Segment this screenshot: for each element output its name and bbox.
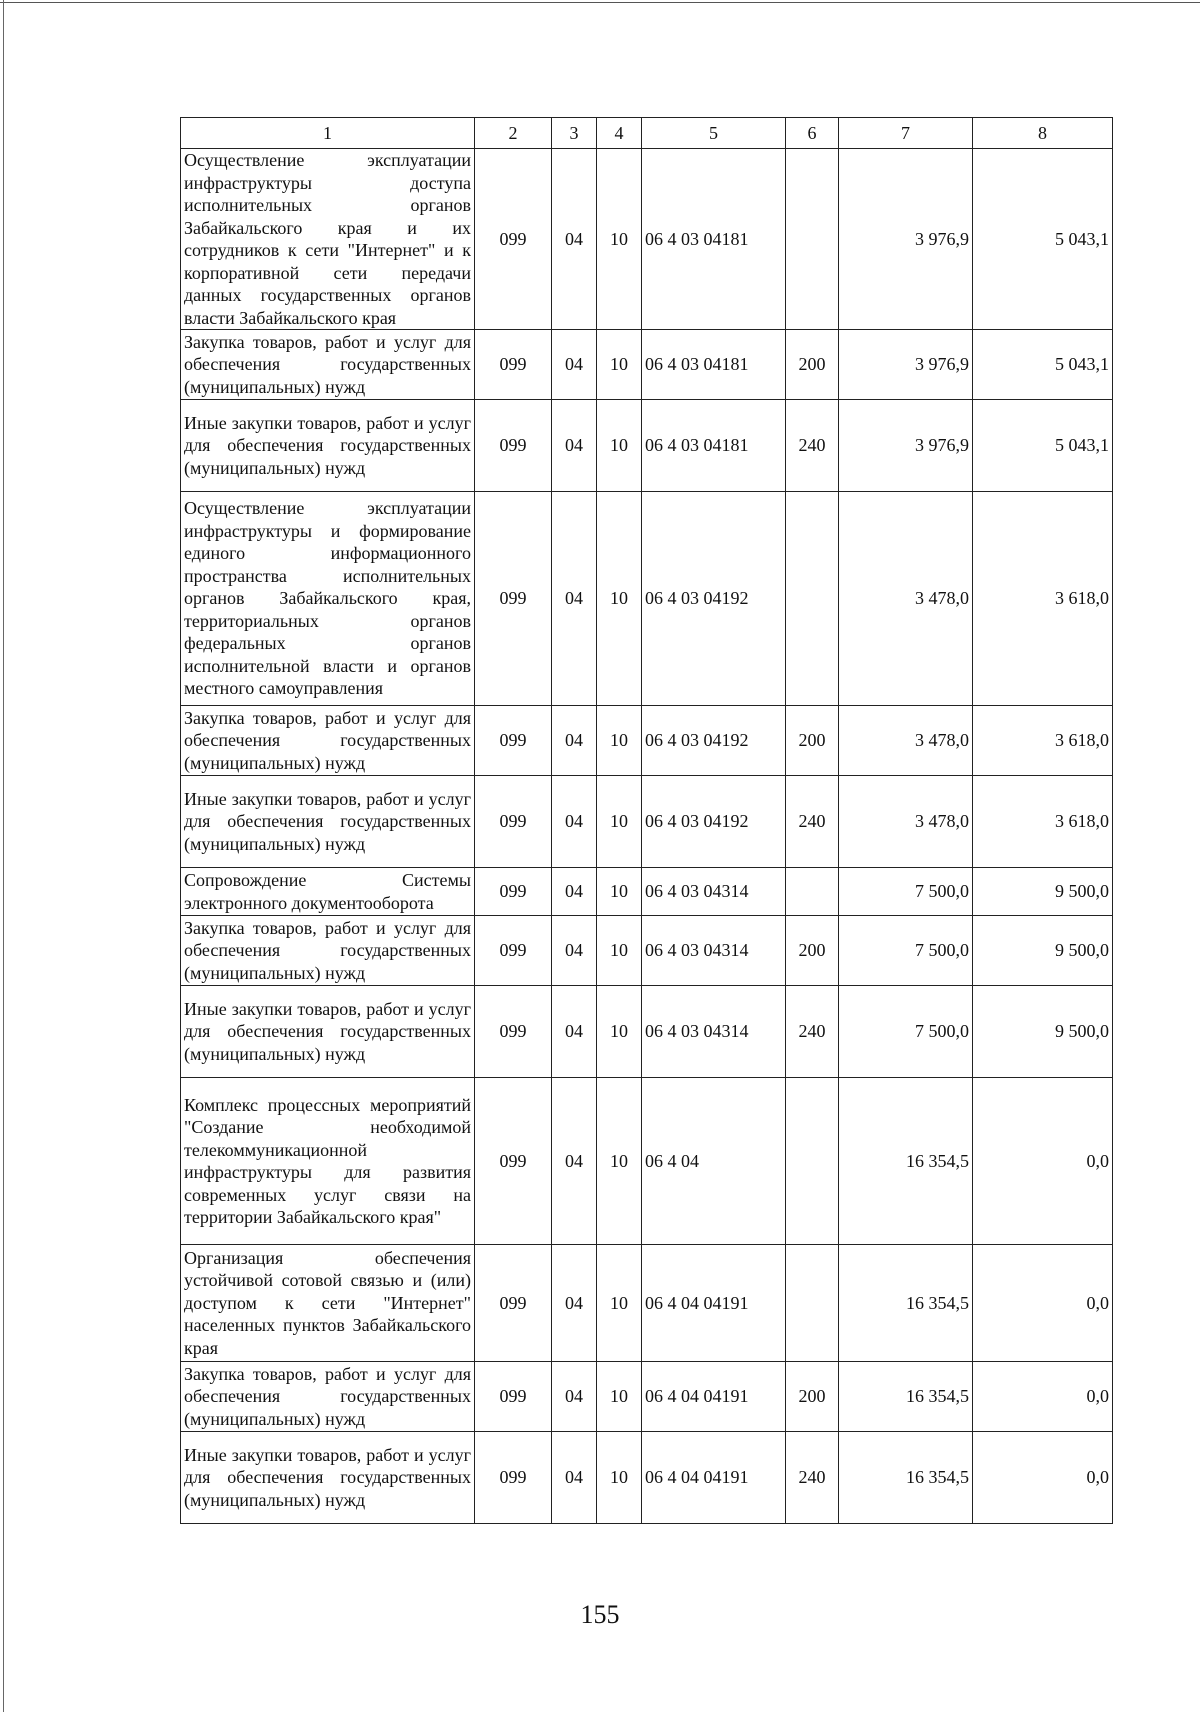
cell-col4: 10: [597, 776, 642, 868]
column-header: 6: [786, 118, 839, 149]
row-name: Иные закупки товаров, работ и услуг для обеспечения государственных (муниципальных) нужд: [181, 776, 475, 868]
column-header: 3: [552, 118, 597, 149]
cell-col5: 06 4 03 04314: [642, 916, 786, 986]
cell-col6: [786, 492, 839, 706]
cell-col2: 099: [475, 868, 552, 916]
cell-col4: 10: [597, 916, 642, 986]
cell-col3: 04: [552, 492, 597, 706]
cell-col7: 7 500,0: [839, 868, 973, 916]
cell-col2: 099: [475, 916, 552, 986]
cell-col2: 099: [475, 1432, 552, 1524]
cell-col5: 06 4 03 04192: [642, 776, 786, 868]
cell-col6: 240: [786, 776, 839, 868]
cell-col4: 10: [597, 492, 642, 706]
cell-col3: 04: [552, 868, 597, 916]
cell-col3: 04: [552, 1078, 597, 1245]
column-header: 2: [475, 118, 552, 149]
column-header: 8: [973, 118, 1113, 149]
cell-col4: 10: [597, 330, 642, 400]
cell-col7: 3 976,9: [839, 330, 973, 400]
cell-col8: 5 043,1: [973, 400, 1113, 492]
cell-col4: 10: [597, 1432, 642, 1524]
table-row: [181, 868, 1113, 916]
scan-edge-left: [3, 0, 4, 1712]
cell-col2: 099: [475, 706, 552, 776]
cell-col5: 06 4 04 04191: [642, 1362, 786, 1432]
budget-table: [180, 117, 1113, 1524]
row-name: Организация обеспечения устойчивой сотовой связью и (или) доступом к сети "Интернет" населенных пунктов Забайкальского края: [181, 1245, 475, 1362]
cell-col8: 0,0: [973, 1078, 1113, 1245]
cell-col2: 099: [475, 1362, 552, 1432]
cell-col5: 06 4 03 04314: [642, 868, 786, 916]
cell-col3: 04: [552, 1432, 597, 1524]
row-name: Закупка товаров, работ и услуг для обеспечения государственных (муниципальных) нужд: [181, 1362, 475, 1432]
cell-col6: 240: [786, 986, 839, 1078]
cell-col7: 16 354,5: [839, 1078, 973, 1245]
cell-col8: 0,0: [973, 1245, 1113, 1362]
cell-col5: 06 4 04 04191: [642, 1245, 786, 1362]
cell-col3: 04: [552, 1362, 597, 1432]
cell-col6: 240: [786, 1432, 839, 1524]
cell-col8: 3 618,0: [973, 776, 1113, 868]
cell-col5: 06 4 04 04191: [642, 1432, 786, 1524]
cell-col2: 099: [475, 1078, 552, 1245]
cell-col5: 06 4 03 04181: [642, 400, 786, 492]
cell-col3: 04: [552, 776, 597, 868]
scan-edge-top: [0, 2, 1200, 3]
cell-col8: 0,0: [973, 1362, 1113, 1432]
cell-col6: [786, 1245, 839, 1362]
cell-col3: 04: [552, 916, 597, 986]
cell-col4: 10: [597, 986, 642, 1078]
row-name: Осуществление эксплуатации инфраструктуры доступа исполнительных органов Забайкальского края и их сотрудников к сети "Интернет" и к корпоративной сети передачи данных государственных органов власти Забайкальского края: [181, 149, 475, 330]
table-row: [181, 1432, 1113, 1524]
cell-col4: 10: [597, 1362, 642, 1432]
cell-col8: 3 618,0: [973, 492, 1113, 706]
cell-col3: 04: [552, 400, 597, 492]
cell-col7: 7 500,0: [839, 916, 973, 986]
row-name: Иные закупки товаров, работ и услуг для обеспечения государственных (муниципальных) нужд: [181, 1432, 475, 1524]
cell-col8: 9 500,0: [973, 916, 1113, 986]
cell-col6: 240: [786, 400, 839, 492]
cell-col8: 9 500,0: [973, 986, 1113, 1078]
cell-col5: 06 4 03 04192: [642, 706, 786, 776]
cell-col4: 10: [597, 1078, 642, 1245]
column-header: 7: [839, 118, 973, 149]
cell-col3: 04: [552, 330, 597, 400]
cell-col6: [786, 1078, 839, 1245]
column-header: 5: [642, 118, 786, 149]
table-row: [181, 706, 1113, 776]
column-header: 4: [597, 118, 642, 149]
table-row: [181, 916, 1113, 986]
cell-col5: 06 4 04: [642, 1078, 786, 1245]
row-name: Иные закупки товаров, работ и услуг для обеспечения государственных (муниципальных) нужд: [181, 986, 475, 1078]
cell-col4: 10: [597, 400, 642, 492]
row-name: Иные закупки товаров, работ и услуг для обеспечения государственных (муниципальных) нужд: [181, 400, 475, 492]
cell-col4: 10: [597, 149, 642, 330]
table-row: [181, 1362, 1113, 1432]
page-number: 155: [580, 1600, 620, 1629]
cell-col8: 9 500,0: [973, 868, 1113, 916]
cell-col7: 3 478,0: [839, 776, 973, 868]
cell-col7: 3 478,0: [839, 492, 973, 706]
table-row: [181, 330, 1113, 400]
row-name: Закупка товаров, работ и услуг для обеспечения государственных (муниципальных) нужд: [181, 330, 475, 400]
cell-col6: [786, 149, 839, 330]
cell-col7: 3 478,0: [839, 706, 973, 776]
cell-col8: 0,0: [973, 1432, 1113, 1524]
cell-col7: 16 354,5: [839, 1362, 973, 1432]
cell-col3: 04: [552, 149, 597, 330]
cell-col3: 04: [552, 1245, 597, 1362]
table-row: [181, 1078, 1113, 1245]
cell-col2: 099: [475, 986, 552, 1078]
cell-col2: 099: [475, 330, 552, 400]
cell-col6: 200: [786, 330, 839, 400]
cell-col6: [786, 868, 839, 916]
cell-col2: 099: [475, 1245, 552, 1362]
row-name: Закупка товаров, работ и услуг для обеспечения государственных (муниципальных) нужд: [181, 916, 475, 986]
cell-col5: 06 4 03 04181: [642, 330, 786, 400]
column-header: 1: [181, 118, 475, 149]
row-name: Осуществление эксплуатации инфраструктуры и формирование единого информационного пространства исполнительных органов Забайкальского края, территориальных органов федеральных органов исполнительной власти и органов местного самоуправления: [181, 492, 475, 706]
cell-col3: 04: [552, 706, 597, 776]
row-name: Комплекс процессных мероприятий "Создание необходимой телекоммуникационной инфраструктуры для развития современных услуг связи на территории Забайкальского края": [181, 1078, 475, 1245]
header-row: [181, 118, 1113, 149]
cell-col7: 16 354,5: [839, 1245, 973, 1362]
cell-col3: 04: [552, 986, 597, 1078]
cell-col2: 099: [475, 400, 552, 492]
table-row: [181, 400, 1113, 492]
cell-col2: 099: [475, 492, 552, 706]
cell-col8: 5 043,1: [973, 330, 1113, 400]
cell-col8: 5 043,1: [973, 149, 1113, 330]
cell-col2: 099: [475, 776, 552, 868]
cell-col5: 06 4 03 04314: [642, 986, 786, 1078]
cell-col7: 3 976,9: [839, 149, 973, 330]
table-row: [181, 492, 1113, 706]
row-name: Сопровождение Системы электронного документооборота: [181, 868, 475, 916]
row-name: Закупка товаров, работ и услуг для обеспечения государственных (муниципальных) нужд: [181, 706, 475, 776]
cell-col5: 06 4 03 04192: [642, 492, 786, 706]
cell-col2: 099: [475, 149, 552, 330]
cell-col6: 200: [786, 706, 839, 776]
cell-col7: 16 354,5: [839, 1432, 973, 1524]
cell-col5: 06 4 03 04181: [642, 149, 786, 330]
cell-col6: 200: [786, 1362, 839, 1432]
cell-col4: 10: [597, 706, 642, 776]
cell-col7: 3 976,9: [839, 400, 973, 492]
cell-col8: 3 618,0: [973, 706, 1113, 776]
cell-col7: 7 500,0: [839, 986, 973, 1078]
cell-col6: 200: [786, 916, 839, 986]
cell-col4: 10: [597, 1245, 642, 1362]
table-row: [181, 149, 1113, 330]
table-row: [181, 776, 1113, 868]
cell-col4: 10: [597, 868, 642, 916]
table-row: [181, 986, 1113, 1078]
table-row: [181, 1245, 1113, 1362]
